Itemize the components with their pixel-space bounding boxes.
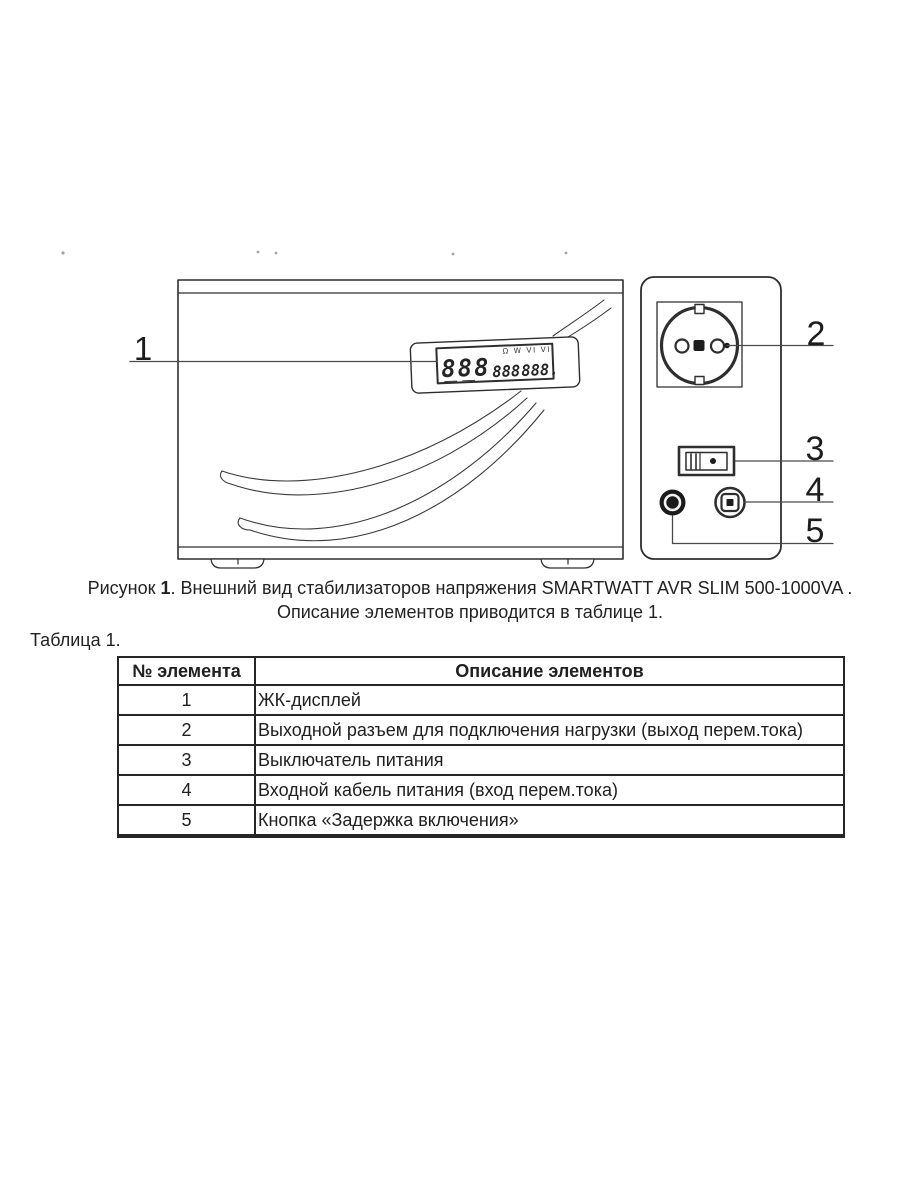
lcd-symbols: Ω W VI VI	[502, 344, 552, 356]
element-number: 2	[118, 715, 255, 745]
table-row	[118, 775, 844, 805]
elements-table	[117, 656, 845, 838]
table-row	[118, 805, 844, 836]
front-panel-drawing	[178, 280, 623, 568]
scan-specks	[61, 251, 567, 256]
lcd-digits-mid: 888	[491, 361, 521, 382]
lcd-digits-large: 888	[440, 353, 492, 384]
callout-number-5: 5	[805, 512, 825, 550]
element-number: 5	[118, 805, 255, 836]
figure-caption	[40, 577, 900, 624]
lcd-display	[410, 337, 580, 394]
device-feet	[211, 559, 594, 568]
element-number: 3	[118, 745, 255, 775]
element-description: Выходной разъем для подключения нагрузки (выход перем.тока)	[255, 715, 844, 745]
table-row	[118, 715, 844, 745]
callout-number-1: 1	[133, 330, 153, 367]
element-description: Входной кабель питания (вход перем.тока)	[255, 775, 844, 805]
element-number: 1	[118, 685, 255, 715]
side-panel-drawing	[641, 277, 781, 559]
callout-number-2: 2	[806, 315, 826, 353]
element-description: Кнопка «Задержка включения»	[255, 805, 844, 836]
figure-caption-line2: Описание элементов приводится в таблице 1.	[276, 601, 663, 622]
element-description: ЖК-дисплей	[255, 685, 844, 715]
table-row	[118, 745, 844, 775]
table-header-num: № элемента	[118, 657, 255, 685]
table-title: Таблица 1.	[30, 630, 121, 650]
element-number: 4	[118, 775, 255, 805]
table-header-desc: Описание элементов	[255, 657, 844, 685]
figure-caption-line1: Рисунок 1. Внешний вид стабилизаторов напряжения SMARTWATT AVR SLIM 500-1000VA .	[87, 578, 853, 598]
table-header-row	[118, 657, 844, 685]
lcd-digits-small: 888.	[520, 360, 559, 380]
delay-button-drawing	[660, 490, 686, 516]
element-description: Выключатель питания	[255, 745, 844, 775]
callout-number-3: 3	[805, 430, 825, 468]
table-row	[118, 685, 844, 715]
callout-number-4: 4	[805, 471, 825, 509]
